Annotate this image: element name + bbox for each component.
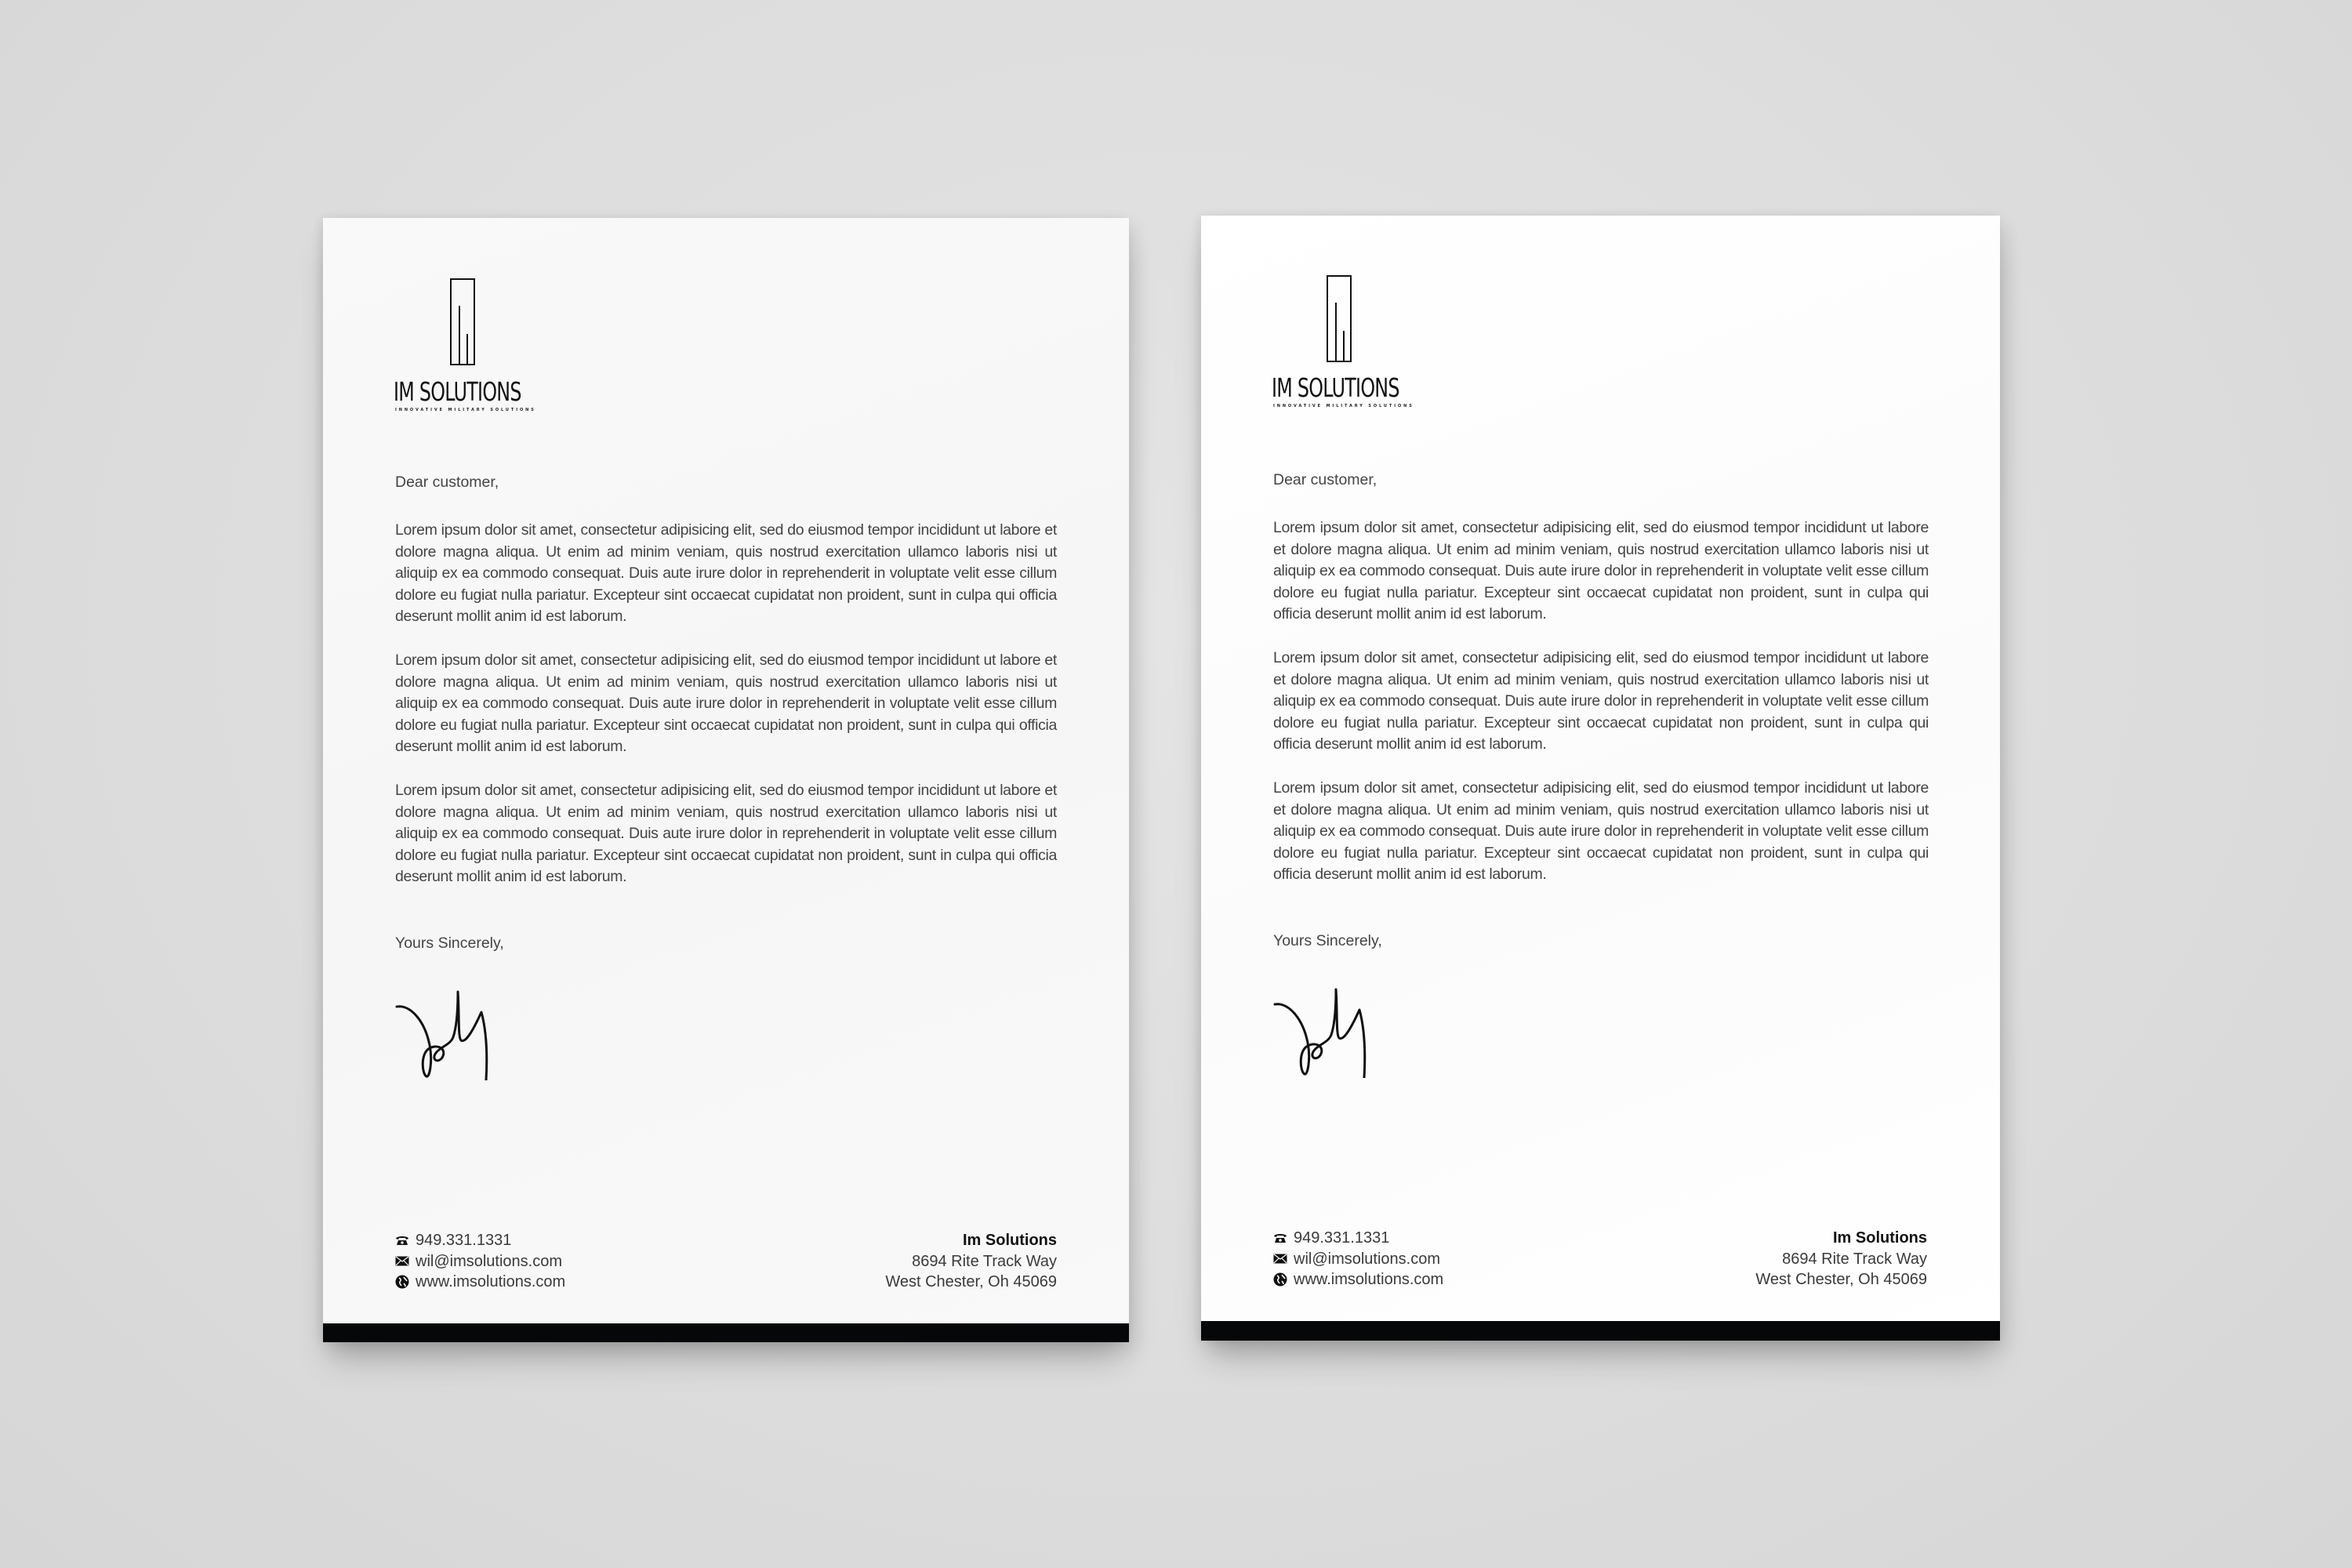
logo-tagline: INNOVATIVE MILITARY SOLUTIONS: [395, 408, 536, 412]
signature-icon: [1273, 988, 1375, 1078]
company-name: Im Solutions: [1833, 1229, 1927, 1247]
email-link[interactable]: wil@imsolutions.com: [416, 1252, 563, 1270]
closing: Yours Sincerely,: [395, 935, 504, 952]
logo-title: IM SOLUTIONS: [1272, 372, 1399, 403]
address-city: West Chester, Oh 45069: [1755, 1271, 1927, 1288]
phone-number[interactable]: 949.331.1331: [1294, 1229, 1390, 1247]
signature-icon: [395, 990, 497, 1080]
greeting: Dear customer,: [1273, 471, 1377, 488]
logo-title: IM SOLUTIONS: [394, 376, 521, 407]
contact-phone: [1273, 1228, 1443, 1249]
email-link[interactable]: wil@imsolutions.com: [1294, 1250, 1441, 1268]
address-block: [1755, 1228, 1927, 1290]
website-link[interactable]: www.imsolutions.com: [1294, 1271, 1444, 1288]
paragraph-2: Lorem ipsum dolor sit amet, consectetur adipisicing elit, sed do eiusmod tempor incididunt ut labore et dolore magna aliqua. Ut enim ad minim veniam, quis nostrud exercitation ullamco laboris nisi ut aliquip ex ea commodo consequat. Duis aute irure dolor in reprehenderit in voluptate velit esse cillum dolore eu fugiat nulla pariatur. Excepteur sint occaecat cupidatat non proident, sunt in culpa qui officia deserunt mollit anim id est laborum.: [1273, 649, 1929, 753]
contact-block: [1273, 1228, 1443, 1290]
letterhead-left: [323, 218, 1129, 1342]
paragraph-3: Lorem ipsum dolor sit amet, consectetur adipisicing elit, sed do eiusmod tempor incididunt ut labore et dolore magna aliqua. Ut enim ad minim veniam, quis nostrud exercitation ullamco laboris nisi ut aliquip ex ea commodo consequat. Duis aute irure dolor in reprehenderit in voluptate velit esse cillum dolore eu fugiat nulla pariatur. Excepteur sint occaecat cupidatat non proident, sunt in culpa qui officia deserunt mollit anim id est laborum.: [395, 782, 1057, 886]
contact-email: [395, 1251, 565, 1272]
contact-website: [395, 1272, 565, 1293]
globe-icon: [395, 1275, 409, 1289]
address-city: West Chester, Oh 45069: [885, 1273, 1057, 1290]
website-link[interactable]: www.imsolutions.com: [416, 1273, 566, 1290]
envelope-icon: [1273, 1252, 1287, 1266]
letterhead-right: [1201, 216, 2000, 1341]
contact-phone: [395, 1230, 565, 1251]
greeting: Dear customer,: [395, 474, 499, 491]
contact-email: [1273, 1249, 1443, 1270]
phone-icon: [395, 1233, 409, 1247]
paragraph-2: Lorem ipsum dolor sit amet, consectetur adipisicing elit, sed do eiusmod tempor incididunt ut labore et dolore magna aliqua. Ut enim ad minim veniam, quis nostrud exercitation ullamco laboris nisi ut aliquip ex ea commodo consequat. Duis aute irure dolor in reprehenderit in voluptate velit esse cillum dolore eu fugiat nulla pariatur. Excepteur sint occaecat cupidatat non proident, sunt in culpa qui officia deserunt mollit anim id est laborum.: [395, 652, 1057, 756]
logo-mark-icon: [1327, 275, 1352, 362]
address-block: [885, 1230, 1057, 1293]
address-street: 8694 Rite Track Way: [912, 1252, 1057, 1270]
paragraph-1: Lorem ipsum dolor sit amet, consectetur adipisicing elit, sed do eiusmod tempor incididunt ut labore et dolore magna aliqua. Ut enim ad minim veniam, quis nostrud exercitation ullamco laboris nisi ut aliquip ex ea commodo consequat. Duis aute irure dolor in reprehenderit in voluptate velit esse cillum dolore eu fugiat nulla pariatur. Excepteur sint occaecat cupidatat non proident, sunt in culpa qui officia deserunt mollit anim id est laborum.: [395, 521, 1057, 626]
logo-tagline: INNOVATIVE MILITARY SOLUTIONS: [1273, 404, 1414, 408]
phone-icon: [1273, 1231, 1287, 1245]
contact-website: [1273, 1269, 1443, 1290]
phone-number[interactable]: 949.331.1331: [416, 1232, 512, 1249]
paragraph-1: Lorem ipsum dolor sit amet, consectetur adipisicing elit, sed do eiusmod tempor incididunt ut labore et dolore magna aliqua. Ut enim ad minim veniam, quis nostrud exercitation ullamco laboris nisi ut aliquip ex ea commodo consequat. Duis aute irure dolor in reprehenderit in voluptate velit esse cillum dolore eu fugiat nulla pariatur. Excepteur sint occaecat cupidatat non proident, sunt in culpa qui officia deserunt mollit anim id est laborum.: [1273, 519, 1929, 623]
contact-block: [395, 1230, 565, 1293]
footer-bar: [1201, 1321, 2000, 1341]
company-name: Im Solutions: [963, 1232, 1057, 1249]
logo-mark-icon: [450, 278, 475, 365]
closing: Yours Sincerely,: [1273, 932, 1382, 949]
globe-icon: [1273, 1272, 1287, 1287]
footer-bar: [323, 1323, 1129, 1342]
paragraph-3: Lorem ipsum dolor sit amet, consectetur adipisicing elit, sed do eiusmod tempor incididunt ut labore et dolore magna aliqua. Ut enim ad minim veniam, quis nostrud exercitation ullamco laboris nisi ut aliquip ex ea commodo consequat. Duis aute irure dolor in reprehenderit in voluptate velit esse cillum dolore eu fugiat nulla pariatur. Excepteur sint occaecat cupidatat non proident, sunt in culpa qui officia deserunt mollit anim id est laborum.: [1273, 779, 1929, 884]
address-street: 8694 Rite Track Way: [1782, 1250, 1927, 1268]
envelope-icon: [395, 1254, 409, 1269]
